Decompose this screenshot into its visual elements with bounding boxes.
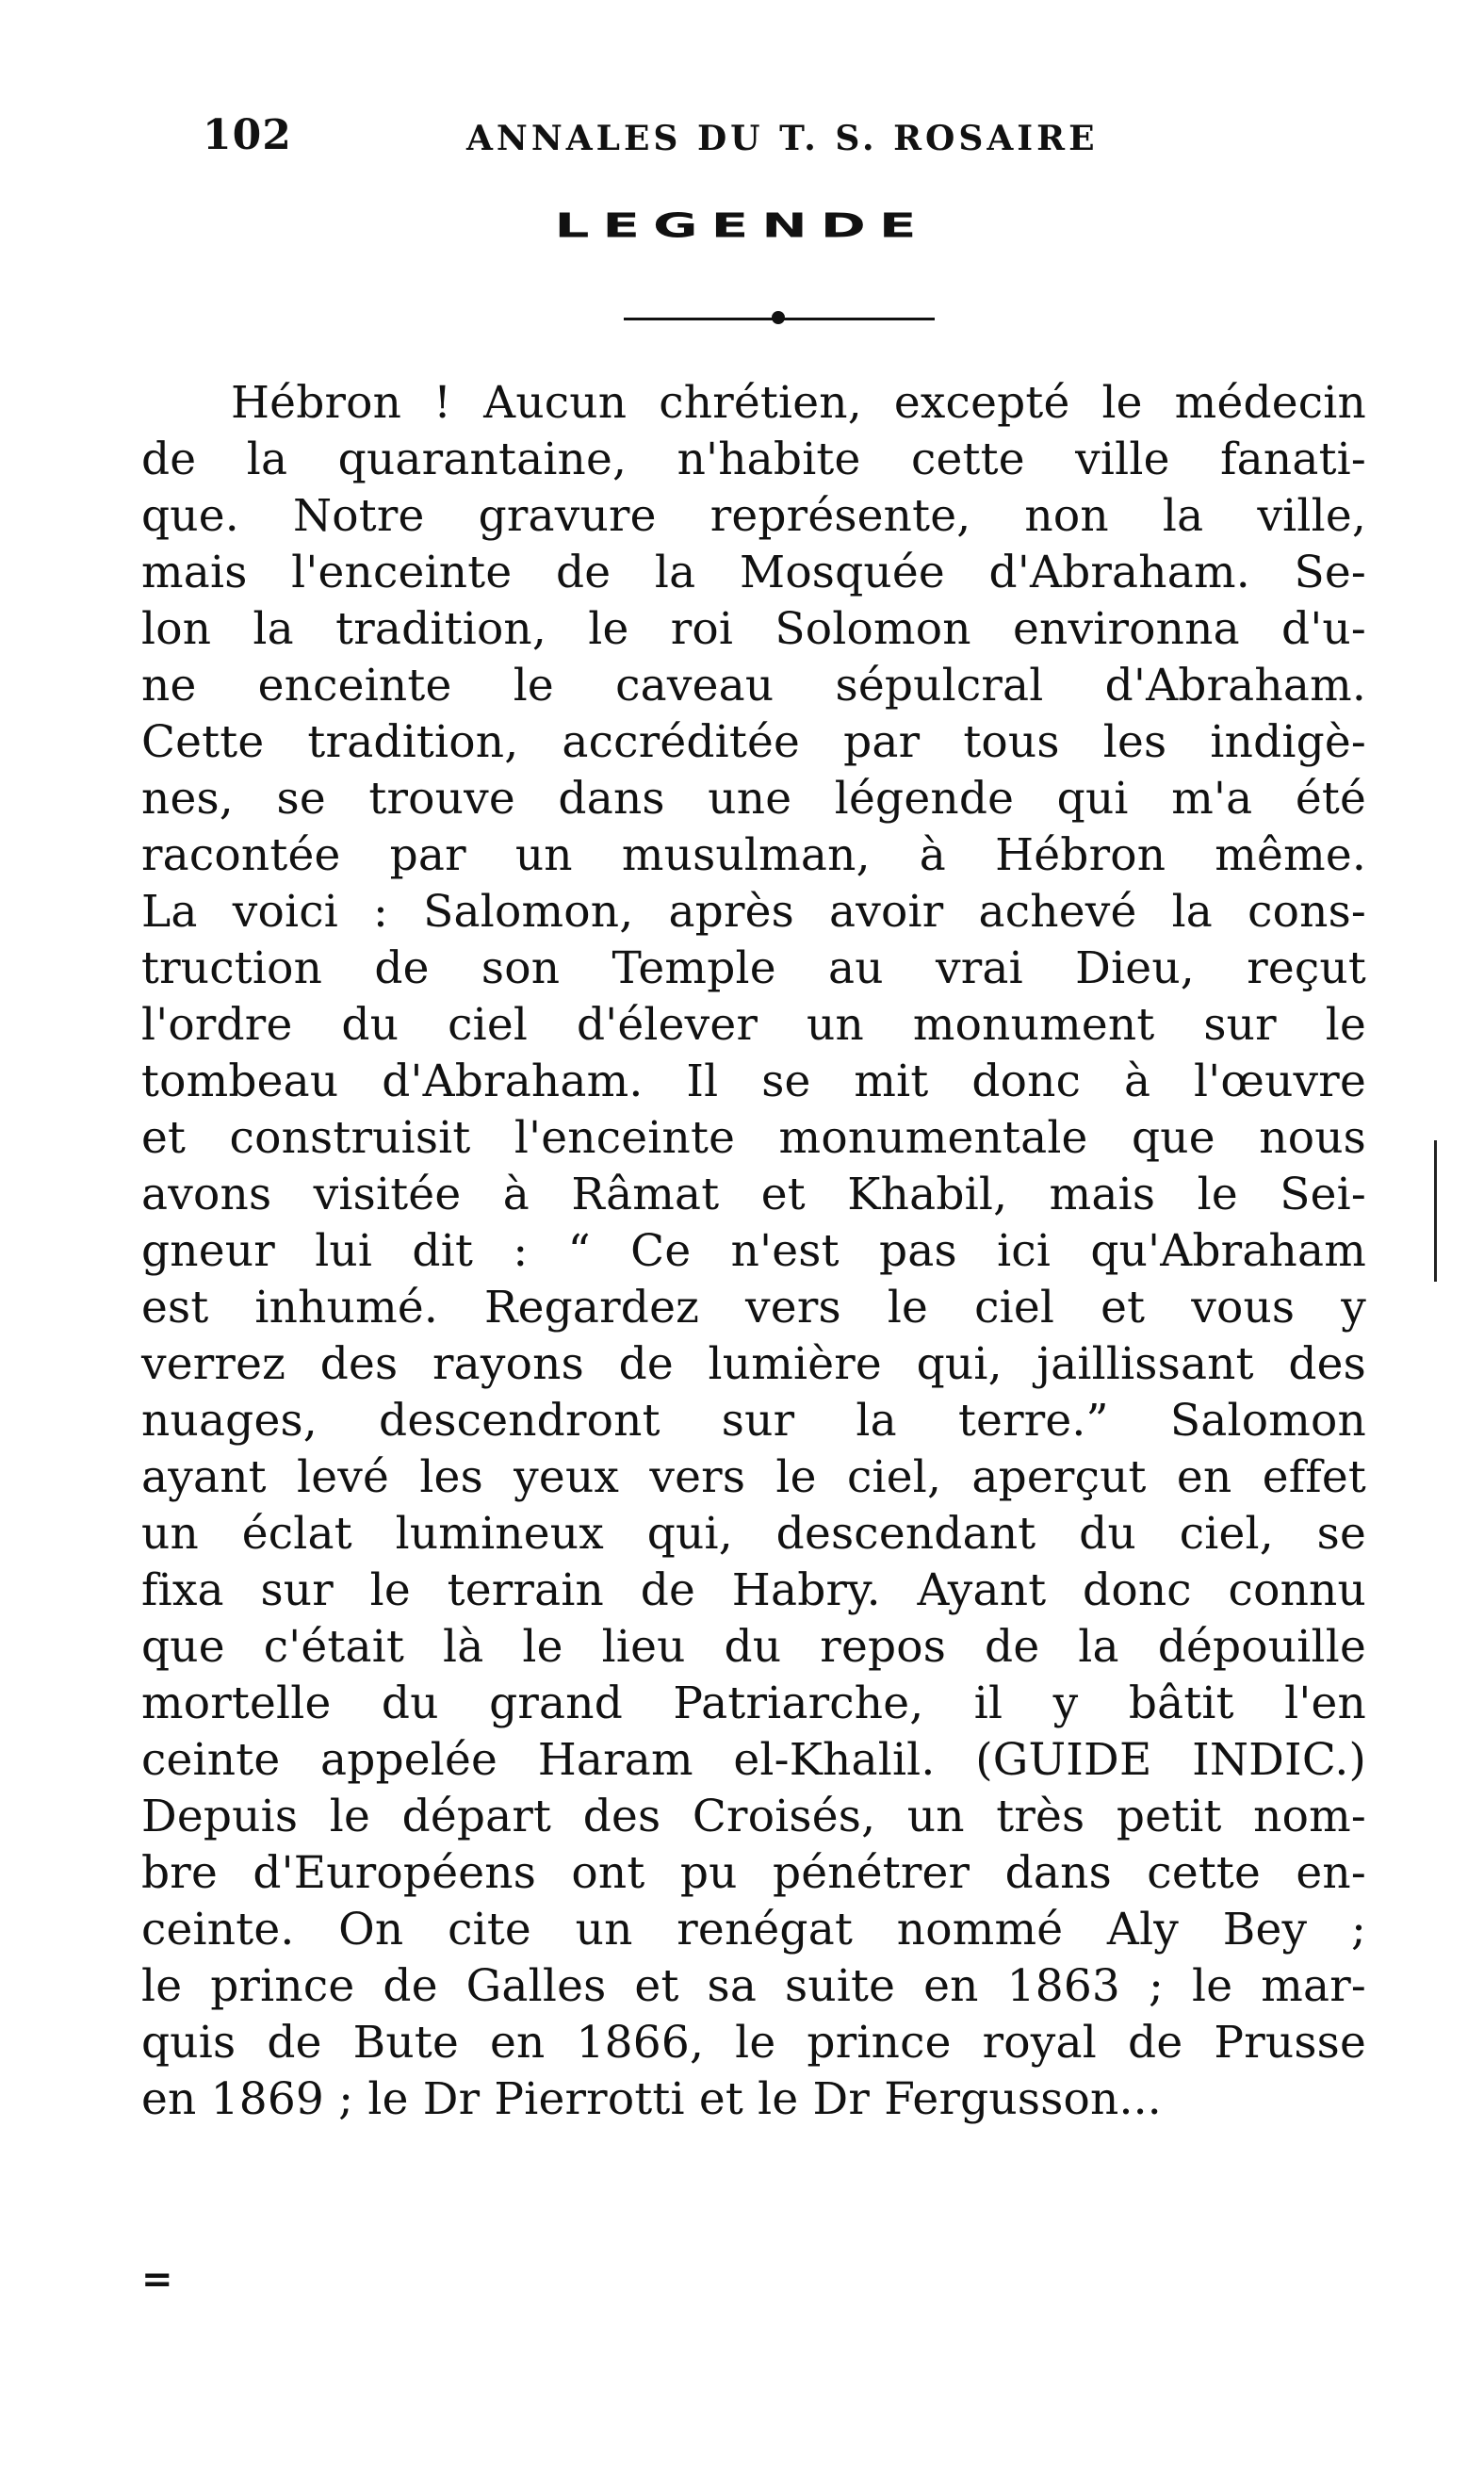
section-title: LEGENDE bbox=[554, 205, 930, 246]
text-line: ayant levé les yeux vers le ciel, aperçut en effet bbox=[141, 1451, 1366, 1503]
text-line: bre d'Européens ont pu pénétrer dans cette en- bbox=[141, 1847, 1366, 1899]
text-line: Depuis le départ des Croisés, un très petit nom- bbox=[141, 1791, 1366, 1842]
text-line: mais l'enceinte de la Mosquée d'Abraham. Se- bbox=[141, 547, 1366, 598]
text-line: lon la tradition, le roi Solomon environna d'u- bbox=[141, 603, 1366, 655]
text-line: gneur lui dit : “ Ce n'est pas ici qu'Abraham bbox=[141, 1225, 1366, 1277]
footer-mark: = bbox=[141, 2257, 173, 2301]
text-line: ne enceinte le caveau sépulcral d'Abraham. bbox=[141, 660, 1366, 712]
text-line: truction de son Temple au vrai Dieu, reçut bbox=[141, 942, 1366, 994]
text-line: Hébron ! Aucun chrétien, excepté le médecin bbox=[231, 377, 1366, 429]
text-line: le prince de Galles et sa suite en 1863 ; le mar- bbox=[141, 1960, 1366, 2012]
page-header bbox=[203, 111, 1145, 168]
text-line: quis de Bute en 1866, le prince royal de Prusse bbox=[141, 2017, 1366, 2069]
page-number: 102 bbox=[203, 111, 292, 159]
text-line: et construisit l'enceinte monumentale que nous bbox=[141, 1112, 1366, 1164]
text-line: racontée par un musulman, à Hébron même. bbox=[141, 829, 1366, 881]
text-line: de la quarantaine, n'habite cette ville fanati- bbox=[141, 434, 1366, 485]
text-line: est inhumé. Regardez vers le ciel et vous y bbox=[141, 1282, 1366, 1334]
text-line: ceinte. On cite un renégat nommé Aly Bey ; bbox=[141, 1904, 1366, 1956]
running-head: ANNALES DU T. S. ROSAIRE bbox=[466, 119, 1099, 158]
title-rule-ornament bbox=[772, 311, 785, 324]
text-line: nuages, descendront sur la terre.” Salomon bbox=[141, 1395, 1366, 1447]
text-line: en 1869 ; le Dr Pierrotti et le Dr Fergusson... bbox=[141, 2073, 1162, 2125]
text-line: que. Notre gravure représente, non la ville, bbox=[141, 490, 1366, 542]
text-line: tombeau d'Abraham. Il se mit donc à l'œuvre bbox=[141, 1055, 1366, 1107]
text-line: fixa sur le terrain de Habry. Ayant donc connu bbox=[141, 1564, 1366, 1616]
body-text bbox=[141, 375, 1366, 2128]
text-line: un éclat lumineux qui, descendant du ciel, se bbox=[141, 1508, 1366, 1560]
text-line: verrez des rayons de lumière qui, jaillissant des bbox=[141, 1338, 1366, 1390]
text-line: La voici : Salomon, après avoir achevé la cons- bbox=[141, 886, 1366, 938]
text-line: ceinte appelée Haram el-Khalil. (GUIDE INDIC.) bbox=[141, 1734, 1366, 1786]
text-line: nes, se trouve dans une légende qui m'a été bbox=[141, 773, 1366, 825]
text-line: Cette tradition, accréditée par tous les indigè- bbox=[141, 716, 1366, 768]
text-line: avons visitée à Râmat et Khabil, mais le Sei- bbox=[141, 1169, 1366, 1220]
text-line: l'ordre du ciel d'élever un monument sur le bbox=[141, 999, 1366, 1051]
margin-rule bbox=[1434, 1140, 1437, 1282]
text-line: que c'était là le lieu du repos de la dépouille bbox=[141, 1621, 1366, 1673]
text-line: mortelle du grand Patriarche, il y bâtit l'en bbox=[141, 1677, 1366, 1729]
